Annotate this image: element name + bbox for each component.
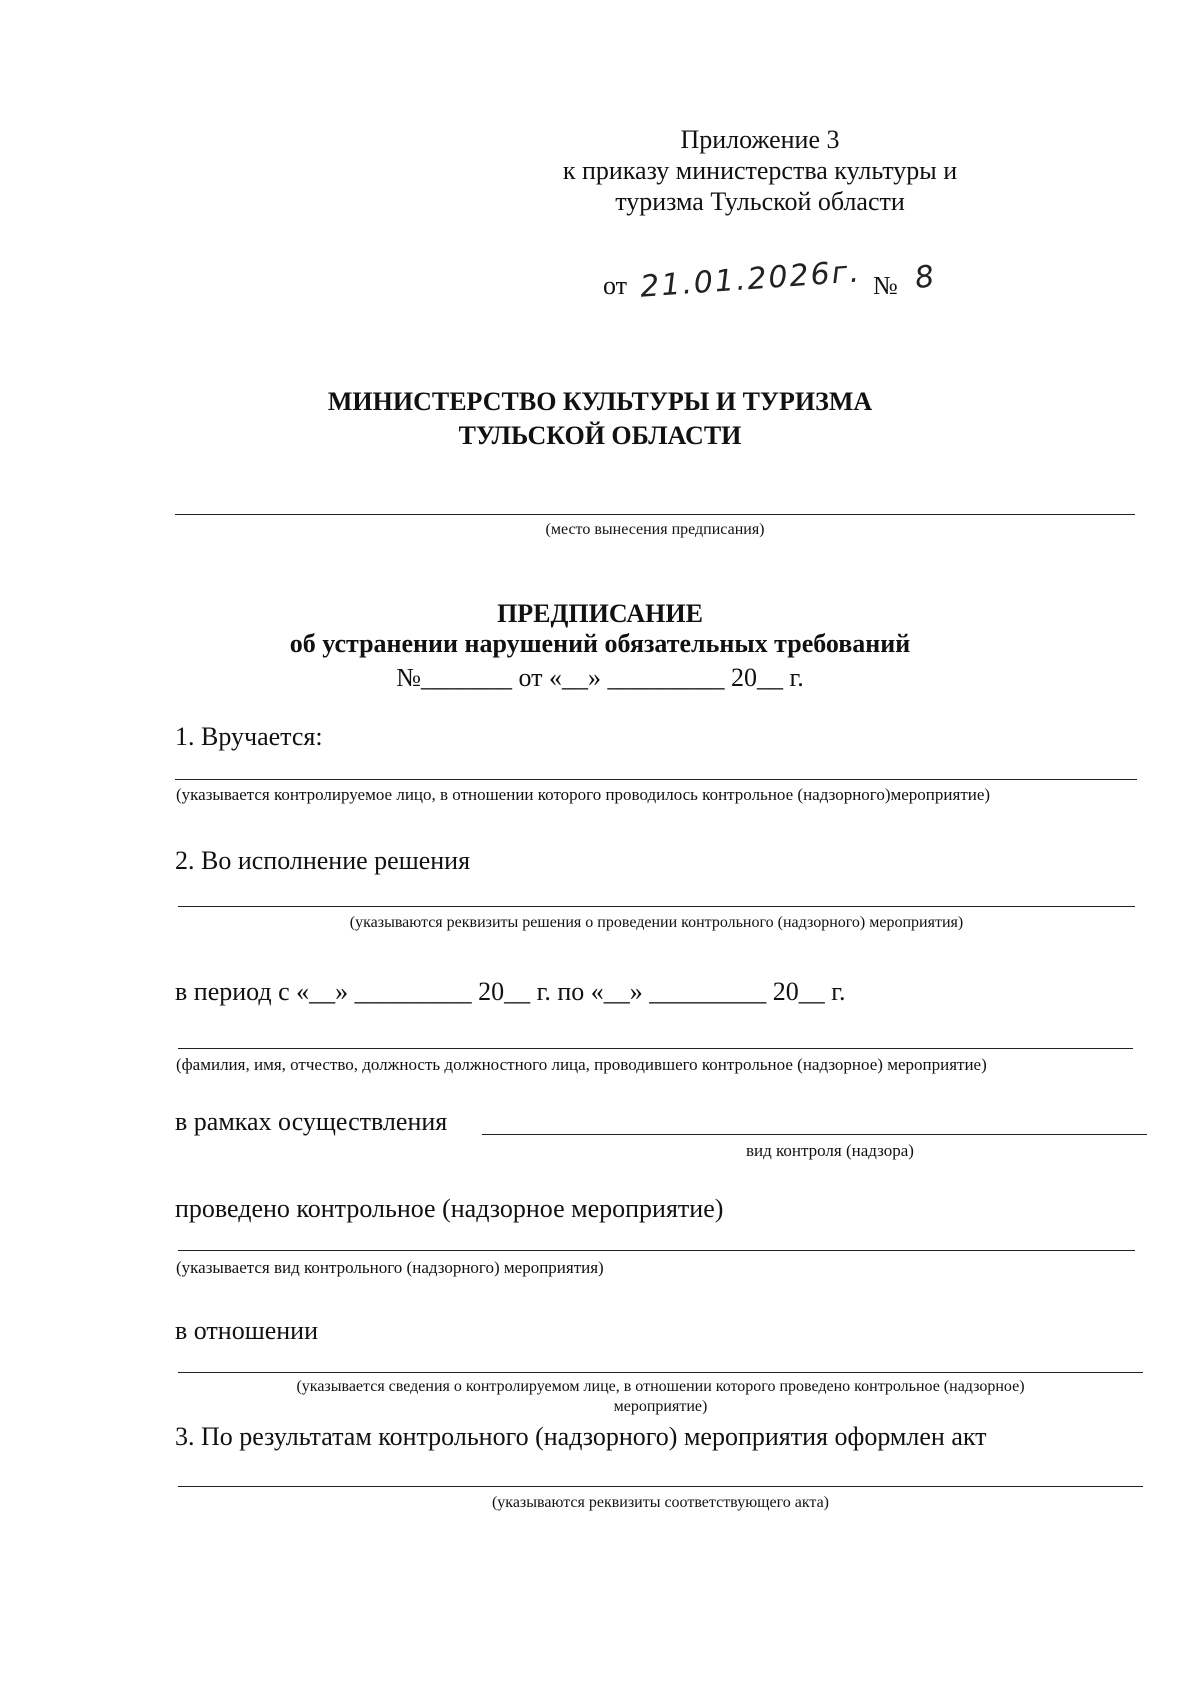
appendix-date-handwritten: 21.01.2026г. [639,254,863,305]
control-type-caption: вид контроля (надзора) [746,1141,914,1160]
act-blank-line [178,1486,1143,1487]
document-title: ПРЕДПИСАНИЕ [497,599,703,628]
document-subtitle: об устранении нарушений обязательных требований [289,629,911,658]
place-caption: (место вынесения предписания) [545,521,765,538]
place-blank-line [175,514,1135,515]
period-line: в период с «__» _________ 20__ г. по «__» _________ 20__ г. [175,977,846,1006]
conducted-label: проведено контрольное (надзорное мероприятие) [175,1194,724,1223]
framework-label: в рамках осуществления [175,1107,448,1136]
appendix-number-label: № [873,271,898,300]
event-type-caption: (указывается вид контрольного (надзорного) мероприятия) [176,1258,604,1277]
ministry-name-line2: ТУЛЬСКОЙ ОБЛАСТИ [458,421,742,450]
appendix-title: Приложение 3 [680,125,840,154]
subject-blank-line [178,1372,1143,1373]
appendix-order-ref: к приказу министерства культуры и [562,156,958,185]
official-caption: (фамилия, имя, отчество, должность должностного лица, проводившего контрольное (надзорное) мероприятие) [176,1055,987,1074]
document-number-date: №_______ от «__» _________ 20__ г. [396,663,804,692]
official-blank-line [178,1048,1133,1049]
subject-caption-line1: (указывается сведения о контролируемом лице, в отношении которого проведено контрольное (надзорное) [296,1378,1025,1395]
appendix-region: туризма Тульской области [615,187,905,216]
subject-caption-line2: мероприятие) [613,1398,708,1415]
act-caption: (указываются реквизиты соответствующего акта) [491,1494,830,1511]
appendix-from-label: от [603,271,628,300]
section1-caption: (указывается контролируемое лицо, в отношении которого проводилось контрольное (надзорного)мероприятие) [176,785,991,804]
appendix-number-handwritten: 8 [912,258,939,297]
section1-heading: 1. Вручается: [175,722,323,751]
section3-heading: 3. По результатам контрольного (надзорного) мероприятия оформлен акт [175,1422,987,1451]
control-type-blank-line [482,1134,1147,1135]
ministry-name-line1: МИНИСТЕРСТВО КУЛЬТУРЫ И ТУРИЗМА [327,387,873,416]
decision-caption: (указываются реквизиты решения о проведении контрольного (надзорного) мероприятия) [349,914,964,931]
decision-blank-line [178,906,1135,907]
section1-blank-line [175,779,1137,780]
section2-heading: 2. Во исполнение решения [175,846,471,875]
regarding-label: в отношении [175,1316,319,1345]
event-type-blank-line [178,1250,1135,1251]
